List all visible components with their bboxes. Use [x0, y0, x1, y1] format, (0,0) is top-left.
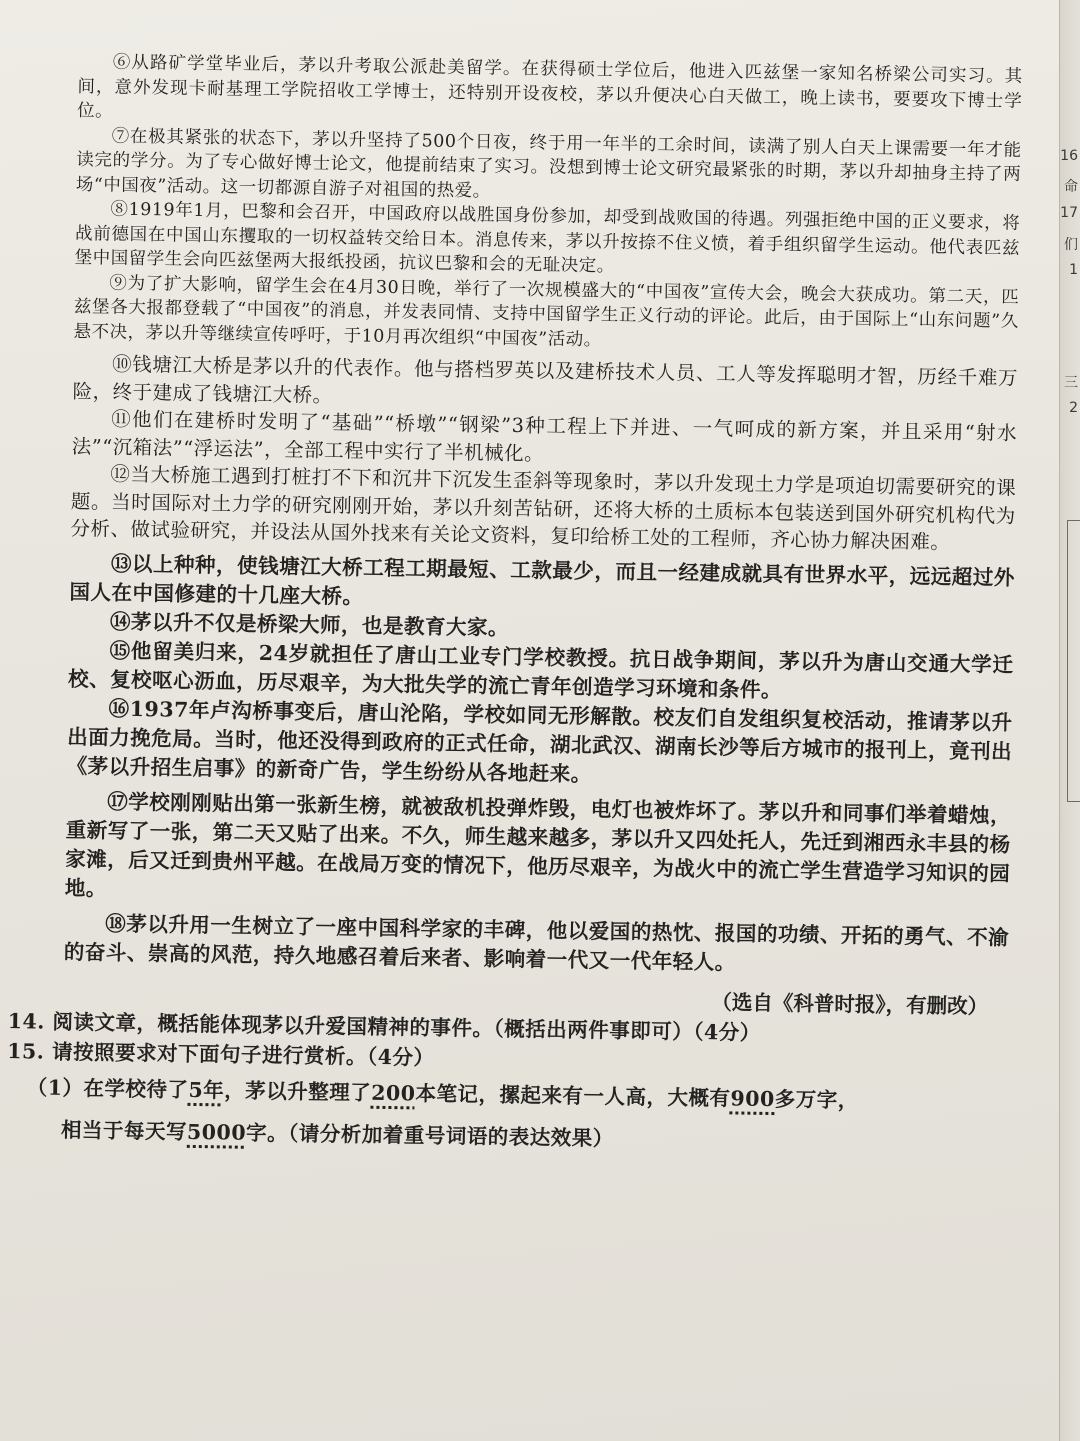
paragraph-7: ⑦在极其紧张的状态下，茅以升坚持了500个日夜，终于用一年半的工余时间，读满了别人白天上课需要一年才能读完的学分。为了专心做好博士论文，他提前结束了实习。没想到博士论文研究最紧张的时期，茅以升却抽身主持了两场“中国夜”活动。这一切都源自游子对祖国的热爱。: [75, 126, 1022, 201]
adjacent-page-text: 1: [1069, 262, 1078, 278]
adjacent-page-text: 17: [1060, 205, 1078, 221]
q15-1-text: 相当于每天写: [60, 1117, 188, 1144]
paragraph-15: ⑮他留美归来，24岁就担任了唐山工业专门学校教授。抗日战争期间，茅以升为唐山交通大学迁校、复校呕心沥血，历尽艰辛，为大批失学的流亡青年创造学习环境和条件。: [67, 638, 1014, 702]
paragraph-6: ⑥从路矿学堂毕业后，茅以升考取公派赴美留学。在获得硕士学位后，他进入匹兹堡一家知名桥梁公司实习。其间，意外发现卡耐基理工学院招收工学博士，还特别开设夜校，茅以升便决心白天做工，晚上读书，要要攻下博士学位。: [76, 52, 1023, 122]
q15-1-text: 本笔记，摞起来有一人高，大概有: [415, 1080, 731, 1110]
adjacent-page-text: 命: [1064, 179, 1078, 195]
q15-1-text: ，茅以升整理了: [224, 1077, 372, 1105]
paragraph-9: ⑨为了扩大影响，留学生会在4月30日晚，举行了一次规模盛大的“中国夜”宣传大会，晚会大获成功。第二天，匹兹堡各大报都登载了“中国夜”的消息，并发表同情、支持中国留学生正义行动的评论。此后，由于国际上“山东问题”久悬不决，茅以升等继续宣传呼吁，于10月再次组织“中国夜”活动。: [73, 273, 1020, 350]
paragraph-14: ⑭茅以升不仅是桥梁大师，也是教育大家。: [109, 609, 510, 640]
adjacent-page-text: 三: [1064, 375, 1078, 391]
paragraph-17: ⑰学校刚刚贴出第一张新生榜，就被敌机投弹炸毁，电灯也被炸坏了。茅以升和同事们举着蜡烛，重新写了一张，第二天又贴了出来。不久，师生越来越多，茅以升又四处托人，先迁到湘西永丰县的杨家滩，后又迁到贵州平越。在战局万变的情况下，他历尽艰辛，为战火中的流亡学生营造学习知识的园地。: [64, 789, 1012, 901]
adjacent-page-text: 们: [1064, 237, 1078, 253]
adjacent-page-box: [1067, 520, 1080, 802]
paragraph-11: ⑪他们在建桥时发明了“基础”“桥墩”“钢梁”3种工程上下并进、一气呵成的新方案，并且采用“射水法”“沉箱法”“浮运法”，全部工程中实行了半机械化。: [71, 407, 1018, 465]
q15-1-text: （1）在学校待了: [26, 1074, 189, 1102]
question-15: 15. 请按照要求对下面句子进行赏析。（4分）: [7, 1038, 435, 1070]
article-body: [7, 50, 1023, 1165]
paragraph-12: ⑫当大桥施工遇到打桩打不下和沉井下沉发生歪斜等现象时，茅以升发现土力学是项迫切需要研究的课题。当时国际对土力学的研究刚刚开始，茅以升刻苦钻研，还将大桥的土质标本包装送到国外研究机构代为分析、做试验研究，并设法从国外找来有关论文资料，复印给桥工处的工程师，齐心协力解决困难。: [70, 462, 1017, 554]
paragraph-18: ⑱茅以升用一生树立了一座中国科学家的丰碑，他以爱国的热忱、报国的功绩、开拓的勇气、不渝的奋斗、崇高的风范，持久地感召着后来者、影响着一代又一代年轻人。: [63, 911, 1010, 974]
emphasis-dotted: 5年: [188, 1077, 225, 1102]
emphasis-dotted: 5000: [186, 1119, 247, 1145]
adjacent-page-text: 16: [1060, 148, 1078, 164]
article-source: （选自《科普时报》，有删改）: [711, 989, 989, 1018]
paragraph-8: ⑧1919年1月，巴黎和会召开，中国政府以战胜国身份参加，却受到战败国的待遇。列强拒绝中国的正义要求，将战前德国在中国山东攫取的一切权益转交给日本。消息传来，茅以升按捺不住义愤，着手组织留学生运动。他代表匹兹堡中国留学生会向匹兹堡两大报纸投函，抗议巴黎和会的无耻决定。: [74, 199, 1021, 277]
adjacent-page-edge: [1059, 0, 1080, 1441]
paragraph-16: ⑯1937年卢沟桥事变后，唐山沦陷，学校如同无形解散。校友们自发组织复校活动，推请茅以升出面力挽危局。当时，他还没得到政府的正式任命，湖北武汉、湖南长沙等后方城市的报刊上，竟刊出《茅以升招生启事》的新奇广告，学生纷纷从各地赶来。: [66, 696, 1013, 786]
q15-1-text: 字。（请分析加着重号词语的表达效果）: [245, 1120, 614, 1151]
adjacent-page-text: 2: [1069, 400, 1078, 416]
emphasis-dotted: 200: [371, 1080, 416, 1105]
question-14: 14. 阅读文章，概括能体现茅以升爱国精神的事件。（概括出两件事即可）（4分）: [7, 1008, 761, 1045]
emphasis-dotted: 900: [730, 1085, 775, 1111]
paragraph-13: ⑬以上种种，使钱塘江大桥工程工期最短、工款最少，而且一经建成就具有世界水平，远远超过外国人在中国修建的十几座大桥。: [69, 551, 1016, 609]
q15-1-text: 多万字，: [774, 1086, 859, 1112]
paragraph-10: ⑩钱塘江大桥是茅以升的代表作。他与搭档罗英以及建桥技术人员、工人等发挥聪明才智，历经千难万险，终于建成了钱塘江大桥。: [72, 352, 1019, 407]
